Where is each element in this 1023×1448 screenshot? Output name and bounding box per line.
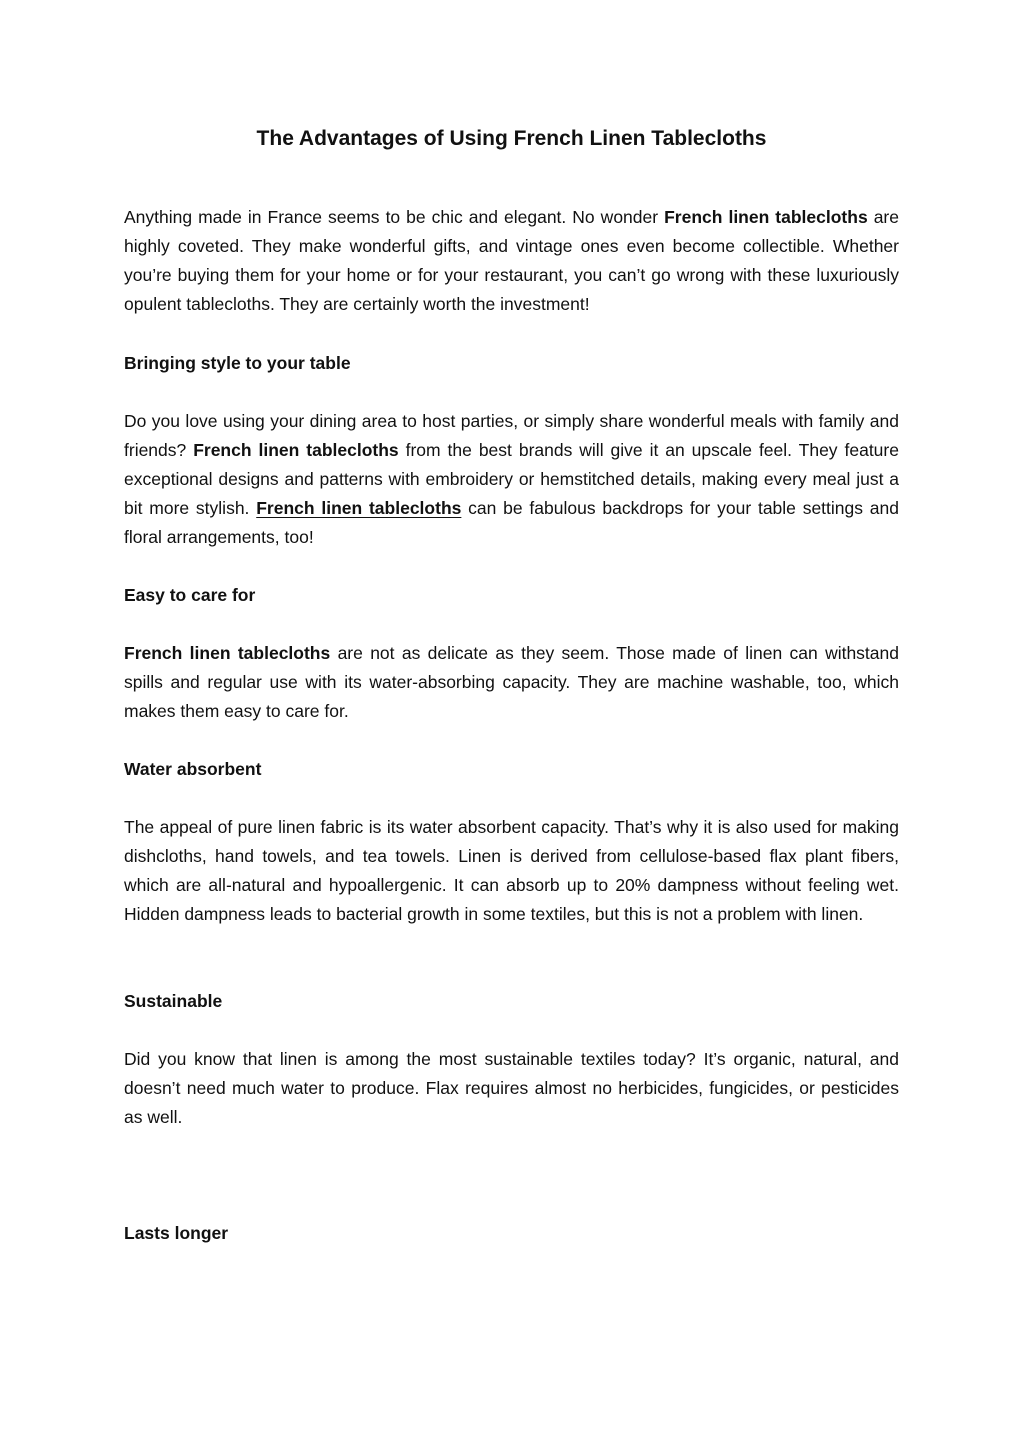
section-paragraph-absorbent — [124, 813, 899, 929]
style-text-2: from the best brands will give it an upscale feel. They feature exceptional designs and patterns with embroidery or hemstitched details, making every meal just a bit more stylish. — [124, 440, 899, 518]
section-paragraph-style — [124, 407, 899, 552]
care-text-1: are not as delicate as they seem. Those made of linen can withstand spills and regular use with its water-absorbing capacity. They are machine washable, too, which makes them easy to care for. — [124, 643, 899, 721]
intro-text-2: are highly coveted. They make wonderful gifts, and vintage ones even become collectible. Whether you’re buying them for your home or for your restaurant, you can’t go wrong with these luxuriously opulent tablecloths. They are certainly worth the investment! — [124, 207, 899, 314]
section-heading-absorbent: Water absorbent — [124, 759, 262, 779]
intro-bold-keyword: French linen tablecloths — [664, 207, 868, 227]
section-heading-care: Easy to care for — [124, 585, 256, 605]
section-heading-lasts-longer: Lasts longer — [124, 1223, 229, 1243]
intro-paragraph — [124, 203, 899, 319]
care-bold-keyword: French linen tablecloths — [124, 643, 331, 663]
intro-text-1: Anything made in France seems to be chic and elegant. No wonder — [124, 207, 665, 227]
section-heading-sustainable: Sustainable — [124, 991, 223, 1011]
style-text-3: can be fabulous backdrops for your table settings and floral arrangements, too! — [124, 498, 899, 547]
style-bold-keyword: French linen tablecloths — [193, 440, 399, 460]
section-paragraph-sustainable — [124, 1045, 899, 1132]
sustainable-text-1: Did you know that linen is among the most sustainable textiles today? It’s organic, natural, and doesn’t need much water to produce. Flax requires almost no herbicides, fungicides, or pesticides as well. — [124, 1049, 899, 1127]
section-heading-style: Bringing style to your table — [124, 353, 351, 373]
section-paragraph-care — [124, 639, 899, 726]
style-text-1: Do you love using your dining area to host parties, or simply share wonderful meals with family and friends? — [124, 411, 899, 460]
absorbent-text-1: The appeal of pure linen fabric is its water absorbent capacity. That’s why it is also used for making dishcloths, hand towels, and tea towels. Linen is derived from cellulose-based flax plant fibers, which are all-natural and hypoallergenic. It can absorb up to 20% dampness without feeling wet. Hidden dampness leads to bacterial growth in some textiles, but this is not a problem with linen. — [124, 817, 899, 924]
document-title: The Advantages of Using French Linen Tablecloths — [256, 127, 767, 150]
french-linen-tablecloths-link[interactable]: French linen tablecloths — [256, 498, 462, 518]
